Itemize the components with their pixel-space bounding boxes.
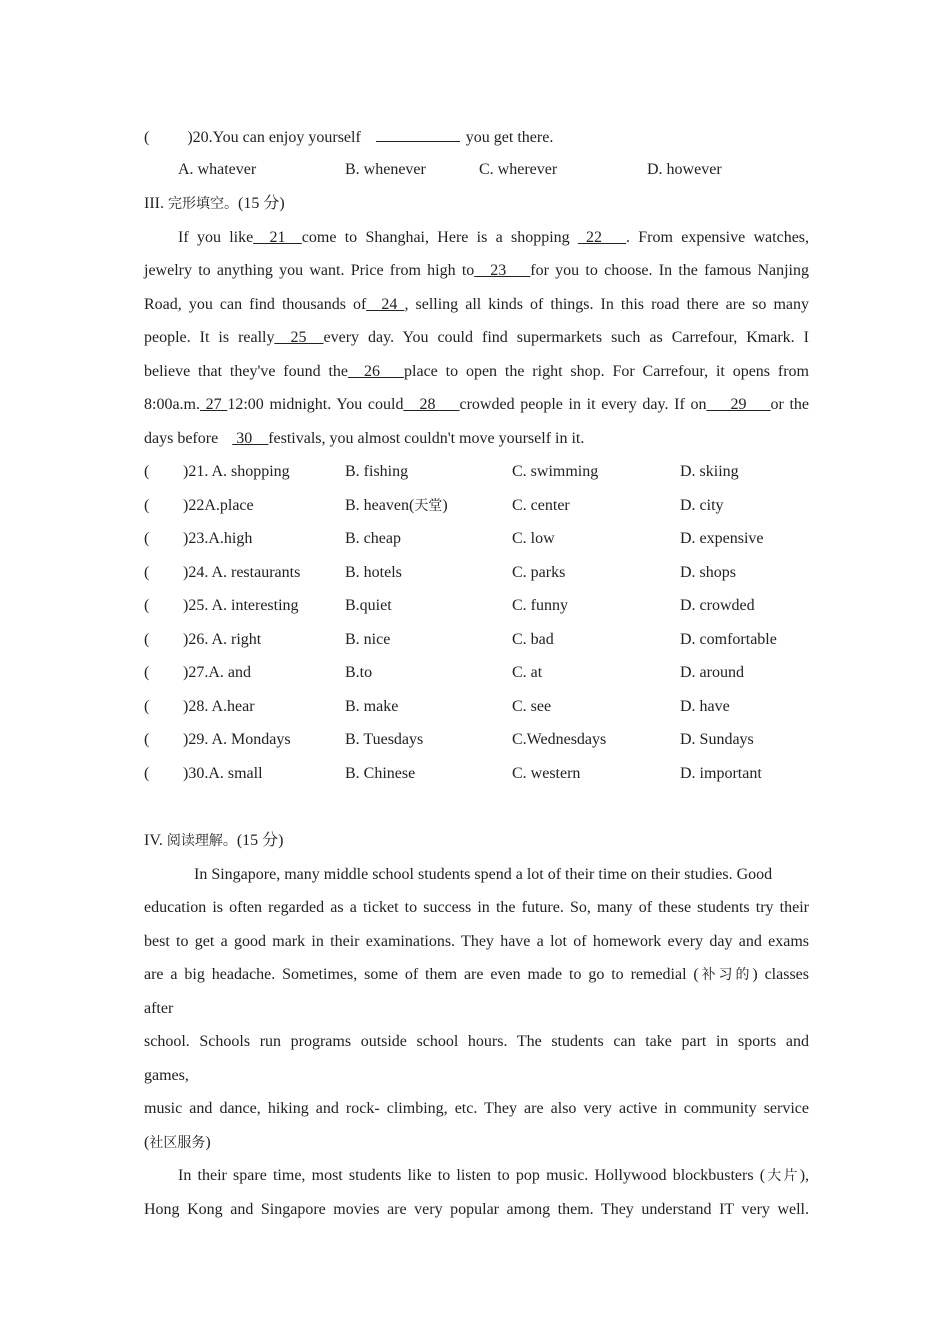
- question-28-option-d[interactable]: D. have: [680, 698, 730, 715]
- cloze-line-6: 8:00a.m. 27 12:00 midnight. You could__28___crowded people in it every day. If on___29___or the: [144, 396, 810, 413]
- question-26-option-d[interactable]: D. comfortable: [680, 631, 777, 648]
- answer-paren: (: [144, 530, 150, 547]
- cloze-blank-28[interactable]: __28___: [403, 396, 460, 413]
- question-21-option-c[interactable]: C. swimming: [512, 463, 599, 480]
- question-23-option-d[interactable]: D. expensive: [680, 530, 764, 547]
- question-20: [144, 127, 553, 148]
- cloze-blank-21[interactable]: _ 21_: [253, 229, 302, 246]
- answer-paren: (: [144, 564, 150, 581]
- question-25-option-d[interactable]: D. crowded: [680, 597, 755, 614]
- answer-paren: (: [144, 129, 150, 146]
- question-24-option-a[interactable]: )24. A. restaurants: [183, 564, 301, 581]
- section-number: IV.: [144, 832, 163, 849]
- cloze-blank-30[interactable]: 30__: [232, 430, 269, 447]
- cloze-blank-29[interactable]: ___29___: [706, 396, 771, 413]
- section-score: (15 分): [236, 832, 284, 849]
- question-24-option-b[interactable]: B. hotels: [345, 564, 402, 581]
- question-30-option-b[interactable]: B. Chinese: [345, 765, 416, 782]
- section-score: (15 分): [237, 195, 285, 212]
- reading-line-8: music and dance, hiking and rock- climbing, etc. They are also very active in community service: [144, 1100, 809, 1117]
- question-22-option-c[interactable]: C. center: [512, 497, 570, 514]
- answer-paren: (: [144, 463, 150, 480]
- question-stem: )20.You can enjoy yourself: [187, 129, 361, 146]
- question-27-option-b[interactable]: B.to: [345, 664, 373, 681]
- question-29-option-c[interactable]: C.Wednesdays: [512, 731, 607, 748]
- answer-blank[interactable]: [376, 127, 460, 142]
- option-b[interactable]: B. whenever: [345, 161, 426, 178]
- section-3-heading: [144, 194, 285, 214]
- reading-line-6: school. Schools run programs outside school hours. The students can take part in sports and: [144, 1033, 809, 1050]
- cloze-blank-23[interactable]: __23___: [474, 262, 531, 279]
- question-25-option-b[interactable]: B.quiet: [345, 597, 392, 614]
- question-26-option-a[interactable]: )26. A. right: [183, 631, 262, 648]
- cloze-line-7: days before 30__festivals, you almost couldn't move yourself in it.: [144, 430, 585, 447]
- option-d[interactable]: D. however: [647, 161, 722, 178]
- reading-line-11: Hong Kong and Singapore movies are very popular among them. They understand IT very well.: [144, 1201, 809, 1218]
- question-21-option-a[interactable]: )21. A. shopping: [183, 463, 290, 480]
- reading-line-10: In their spare time, most students like to listen to pop music. Hollywood blockbusters (大片),: [178, 1167, 810, 1184]
- question-29-option-a[interactable]: )29. A. Mondays: [183, 731, 291, 748]
- question-29-option-d[interactable]: D. Sundays: [680, 731, 754, 748]
- cloze-blank-26[interactable]: __26___: [348, 363, 405, 380]
- answer-paren: (: [144, 597, 150, 614]
- option-c[interactable]: C. wherever: [479, 161, 558, 178]
- cloze-blank-24[interactable]: _ 24: [366, 296, 405, 313]
- question-26-option-c[interactable]: C. bad: [512, 631, 554, 648]
- question-22-option-b[interactable]: B. heaven(天堂): [345, 497, 448, 514]
- question-28-option-c[interactable]: C. see: [512, 698, 552, 715]
- reading-line-9: (社区服务): [144, 1134, 211, 1151]
- reading-line-7: games,: [144, 1067, 189, 1084]
- question-30-option-d[interactable]: D. important: [680, 765, 762, 782]
- question-tail: you get there.: [465, 129, 554, 146]
- question-27-option-a[interactable]: )27.A. and: [183, 664, 251, 681]
- question-25-option-a[interactable]: )25. A. interesting: [183, 597, 299, 614]
- question-23-option-a[interactable]: )23.A.high: [183, 530, 253, 547]
- option-a[interactable]: A. whatever: [178, 161, 257, 178]
- cloze-line-3: Road, you can find thousands of_ 24 , selling all kinds of things. In this road there are so many: [144, 296, 810, 313]
- reading-line-2: education is often regarded as a ticket to success in the future. So, many of these students try their: [144, 899, 809, 916]
- reading-line-3: best to get a good mark in their examinations. They have a lot of homework every day and exams: [144, 933, 809, 950]
- answer-paren: (: [144, 497, 150, 514]
- section-number: III.: [144, 195, 164, 212]
- question-23-option-b[interactable]: B. cheap: [345, 530, 401, 547]
- question-21-option-d[interactable]: D. skiing: [680, 463, 739, 480]
- question-24-option-c[interactable]: C. parks: [512, 564, 566, 581]
- answer-paren: (: [144, 631, 150, 648]
- cloze-blank-25[interactable]: __25_: [274, 329, 324, 346]
- answer-paren: (: [144, 698, 150, 715]
- question-27-option-c[interactable]: C. at: [512, 664, 543, 681]
- reading-line-4: are a big headache. Sometimes, some of them are even made to go to remedial (补习的) classes: [144, 966, 809, 983]
- question-24-option-d[interactable]: D. shops: [680, 564, 737, 581]
- reading-line-5: after: [144, 1000, 174, 1017]
- answer-paren: (: [144, 664, 150, 681]
- question-27-option-d[interactable]: D. around: [680, 664, 744, 681]
- question-28-option-b[interactable]: B. make: [345, 698, 399, 715]
- question-23-option-c[interactable]: C. low: [512, 530, 555, 547]
- cloze-line-1: If you like_ 21_ come to Shanghai, Here is a shopping _22___. From expensive watches,: [178, 229, 810, 246]
- section-title: 完形填空。: [167, 196, 238, 212]
- reading-line-1: In Singapore, many middle school students spend a lot of their time on their studies. Good: [194, 866, 773, 883]
- section-title: 阅读理解。: [166, 833, 237, 849]
- cloze-line-4: people. It is really__25_ every day. You could find supermarkets such as Carrefour, Kmark. I: [144, 329, 810, 346]
- answer-paren: (: [144, 765, 150, 782]
- question-28-option-a[interactable]: )28. A.hear: [183, 698, 255, 715]
- answer-paren: (: [144, 731, 150, 748]
- question-21-option-b[interactable]: B. fishing: [345, 463, 409, 480]
- section-4-heading: [144, 831, 284, 851]
- question-30-option-a[interactable]: )30.A. small: [183, 765, 263, 782]
- cloze-blank-27[interactable]: 27: [200, 396, 228, 413]
- cloze-line-2: jewelry to anything you want. Price from high to__23___for you to choose. In the famous Nanjing: [144, 262, 809, 279]
- question-29-option-b[interactable]: B. Tuesdays: [345, 731, 424, 748]
- cloze-blank-22[interactable]: _22___: [577, 229, 626, 246]
- question-22-option-a[interactable]: )22A.place: [183, 497, 254, 514]
- cloze-line-5: believe that they've found the__26___place to open the right shop. For Carrefour, it opens from: [144, 363, 809, 380]
- question-22-option-d[interactable]: D. city: [680, 497, 724, 514]
- question-26-option-b[interactable]: B. nice: [345, 631, 391, 648]
- question-30-option-c[interactable]: C. western: [512, 765, 581, 782]
- question-25-option-c[interactable]: C. funny: [512, 597, 568, 614]
